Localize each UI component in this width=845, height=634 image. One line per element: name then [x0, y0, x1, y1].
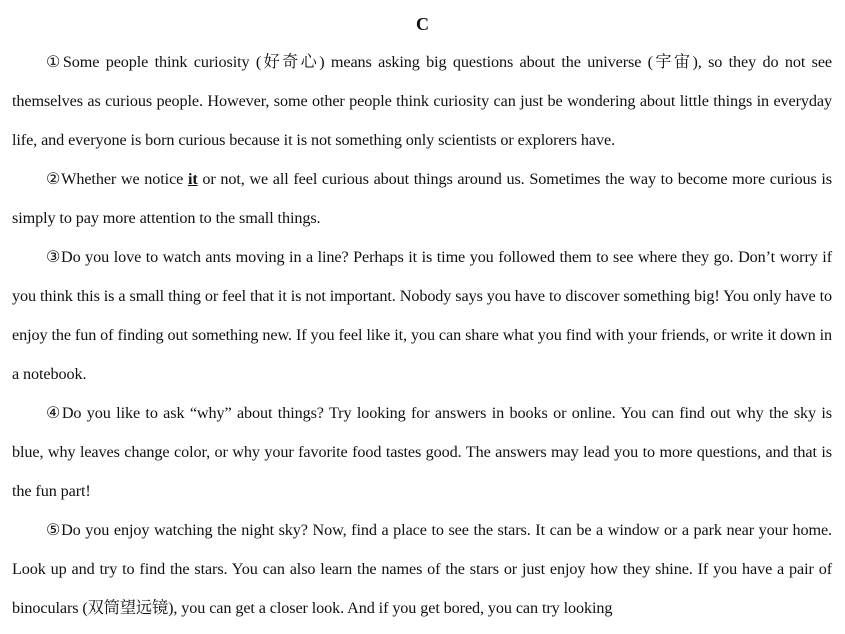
- paragraph-1: ①Some people think curiosity (好奇心) means asking big questions about the universe (宇宙), so they do not see themselves as curious people. However, some other people think curiosity can just be wondering about little things in everyday life, and everyone is born curious because it is not something only scientists or explorers have.: [12, 53, 832, 149]
- passage: [12, 43, 832, 628]
- paragraph-2-start: ②Whether we notice: [46, 170, 188, 188]
- paragraph-5: ⑤Do you enjoy watching the night sky? Now, find a place to see the stars. It can be a window or a park near your home. Look up and try to find the stars. You can also learn the names of the stars or just enjoy how they shine. If you have a pair of binoculars (双筒望远镜), you can get a closer look. And if you get bored, you can try looking: [12, 521, 832, 617]
- paragraph-3: ③Do you love to watch ants moving in a line? Perhaps it is time you followed them to see where they go. Don’t worry if you think this is a small thing or feel that it is not important. Nobody says you have to discover something big! You only have to enjoy the fun of finding out something new. If you feel like it, you can share what you find with your friends, or write it down in a notebook.: [12, 248, 832, 383]
- underlined-word-it: it: [187, 170, 198, 188]
- paragraph-4: ④Do you like to ask “why” about things? Try looking for answers in books or online. You can find out why the sky is blue, why leaves change color, or why your favorite food tastes good. The answers may lead you to more questions, and that is the fun part!: [12, 404, 832, 500]
- section-label: C: [416, 14, 429, 34]
- paragraph-2-rest: or not, we all feel curious about things around us. Sometimes the way to become more curious is simply to pay more attention to the small things.: [12, 170, 833, 227]
- paragraph-2: [12, 160, 832, 238]
